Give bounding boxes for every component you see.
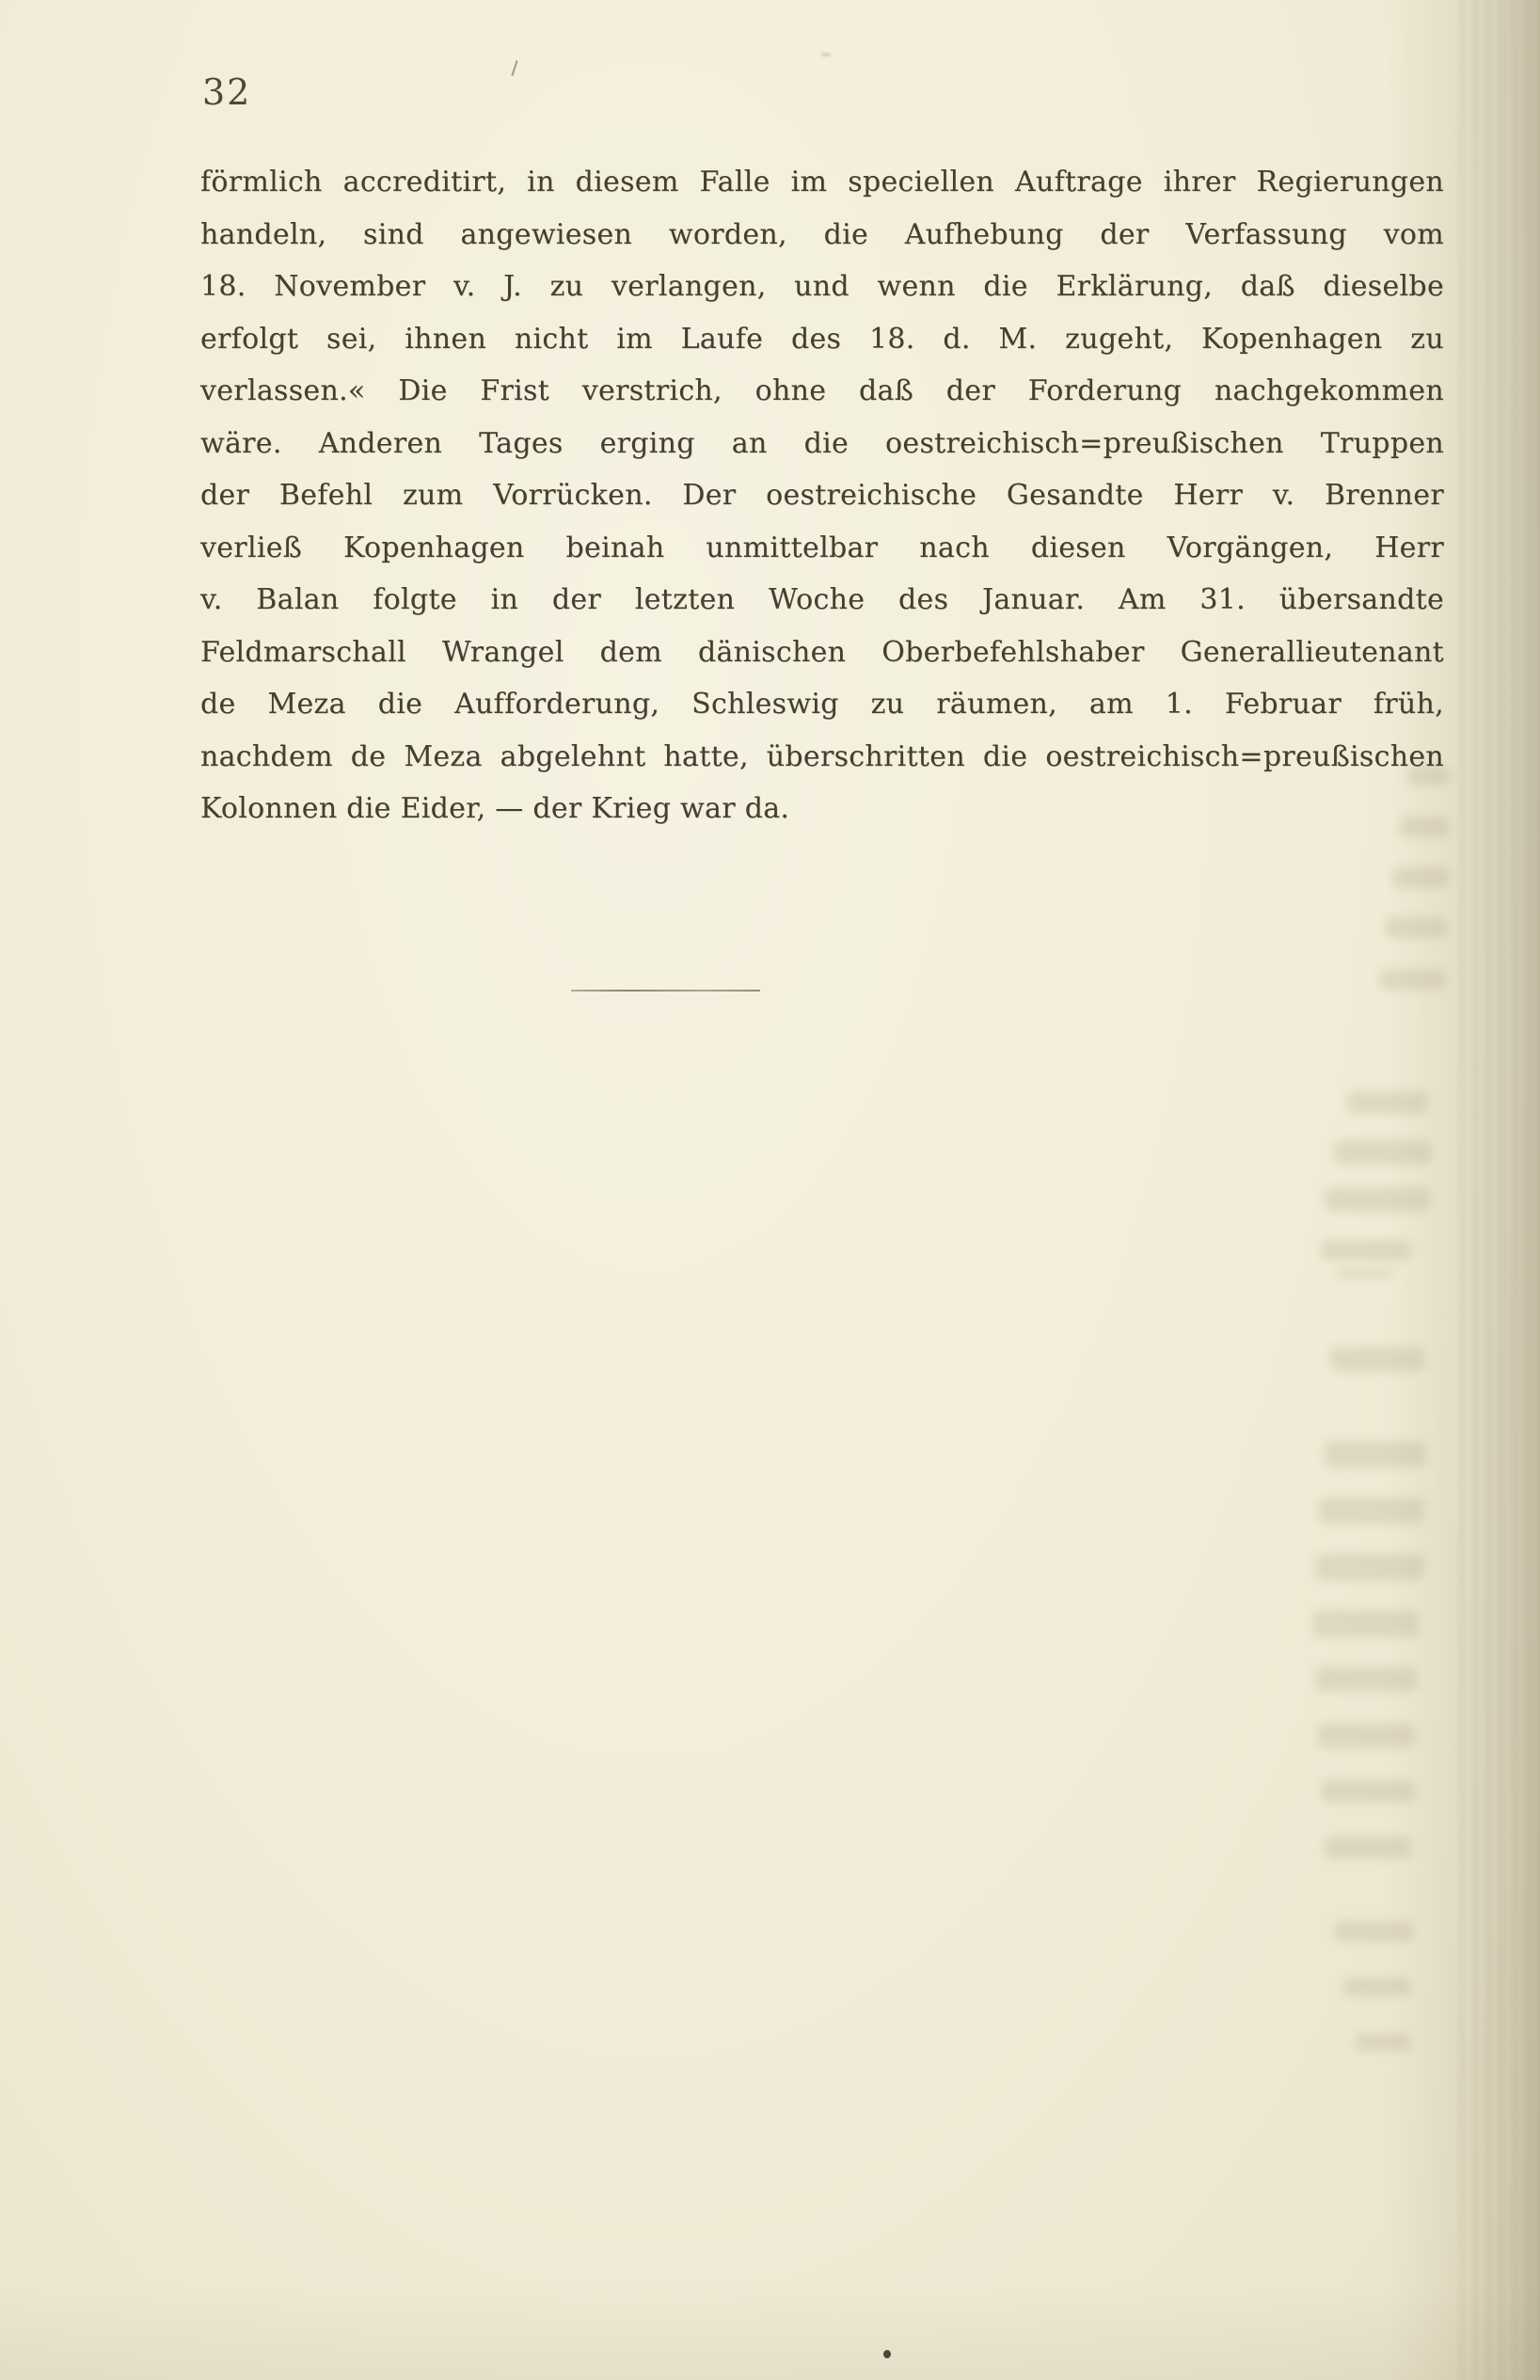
- text-line: förmlich accreditirt, in diesem Falle im speciellen Auftrage ihrer Regierungen: [200, 166, 1444, 198]
- bleed-through-mark: [1407, 767, 1450, 785]
- body-paragraph: [200, 156, 1444, 835]
- bleed-through-mark: [1315, 1667, 1417, 1691]
- bleed-through-mark: [1325, 1187, 1430, 1212]
- paper-blemish: [821, 53, 831, 56]
- bleed-through-mark: [1330, 1347, 1424, 1372]
- section-divider-rule: [571, 990, 760, 992]
- text-line: Kolonnen die Eider, — der Krieg war da.: [200, 792, 790, 825]
- bleed-through-mark: [1347, 1091, 1428, 1114]
- text-line: erfolgt sei, ihnen nicht im Laufe des 18. d. M. zugeht, Kopenhagen zu: [200, 322, 1444, 356]
- bleed-through-mark: [1392, 867, 1449, 888]
- bleed-through-mark: [1325, 1441, 1426, 1468]
- text-line: verlassen.« Die Frist verstrich, ohne daß der Forderung nachgekommen: [200, 374, 1444, 407]
- page-edge-shadow: [1455, 0, 1540, 2380]
- bleed-through-mark: [1385, 917, 1447, 938]
- bleed-through-mark: [1334, 1140, 1432, 1165]
- bleed-through-mark: [1379, 969, 1445, 990]
- bleed-through-mark: [1355, 2034, 1411, 2051]
- bleed-through-mark: [1325, 1836, 1411, 1859]
- bleed-through-mark: [1343, 1977, 1411, 1996]
- ink-speck: [883, 2350, 891, 2358]
- ink-speck: [511, 60, 517, 76]
- text-line: verließ Kopenhagen beinah unmittelbar nach diesen Vorgängen, Herr: [200, 531, 1444, 564]
- text-line: nachdem de Meza abgelehnt hatte, überschritten die oestreichisch=preußischen: [200, 739, 1444, 773]
- bleed-through-mark: [1319, 1498, 1424, 1524]
- bleed-through-mark: [1321, 1780, 1415, 1802]
- text-line: der Befehl zum Vorrücken. Der oestreichische Gesandte Herr v. Brenner: [200, 479, 1444, 512]
- text-line: 18. November v. J. zu verlangen, und wenn die Erklärung, daß dieselbe: [200, 270, 1444, 303]
- bleed-through-mark: [1400, 817, 1449, 837]
- bleed-through-mark: [1317, 1723, 1415, 1748]
- bleed-through-mark: [1334, 1921, 1413, 1942]
- bleed-through-mark: [1315, 1554, 1424, 1580]
- text-line: de Meza die Aufforderung, Schleswig zu räumen, am 1. Februar früh,: [200, 688, 1444, 721]
- text-line: handeln, sind angewiesen worden, die Aufhebung der Verfassung vom: [200, 217, 1444, 251]
- bleed-through-mark: [1313, 1610, 1419, 1637]
- bleed-through-mark: [1321, 1240, 1411, 1261]
- text-line: v. Balan folgte in der letzten Woche des Januar. Am 31. übersandte: [200, 583, 1444, 616]
- page-number: 32: [202, 71, 252, 113]
- text-line: wäre. Anderen Tages erging an die oestreichisch=preußischen Truppen: [200, 426, 1444, 460]
- text-line: Feldmarschall Wrangel dem dänischen Oberbefehlshaber Generallieutenant: [200, 635, 1444, 669]
- bleed-through-mark: [1336, 1270, 1392, 1277]
